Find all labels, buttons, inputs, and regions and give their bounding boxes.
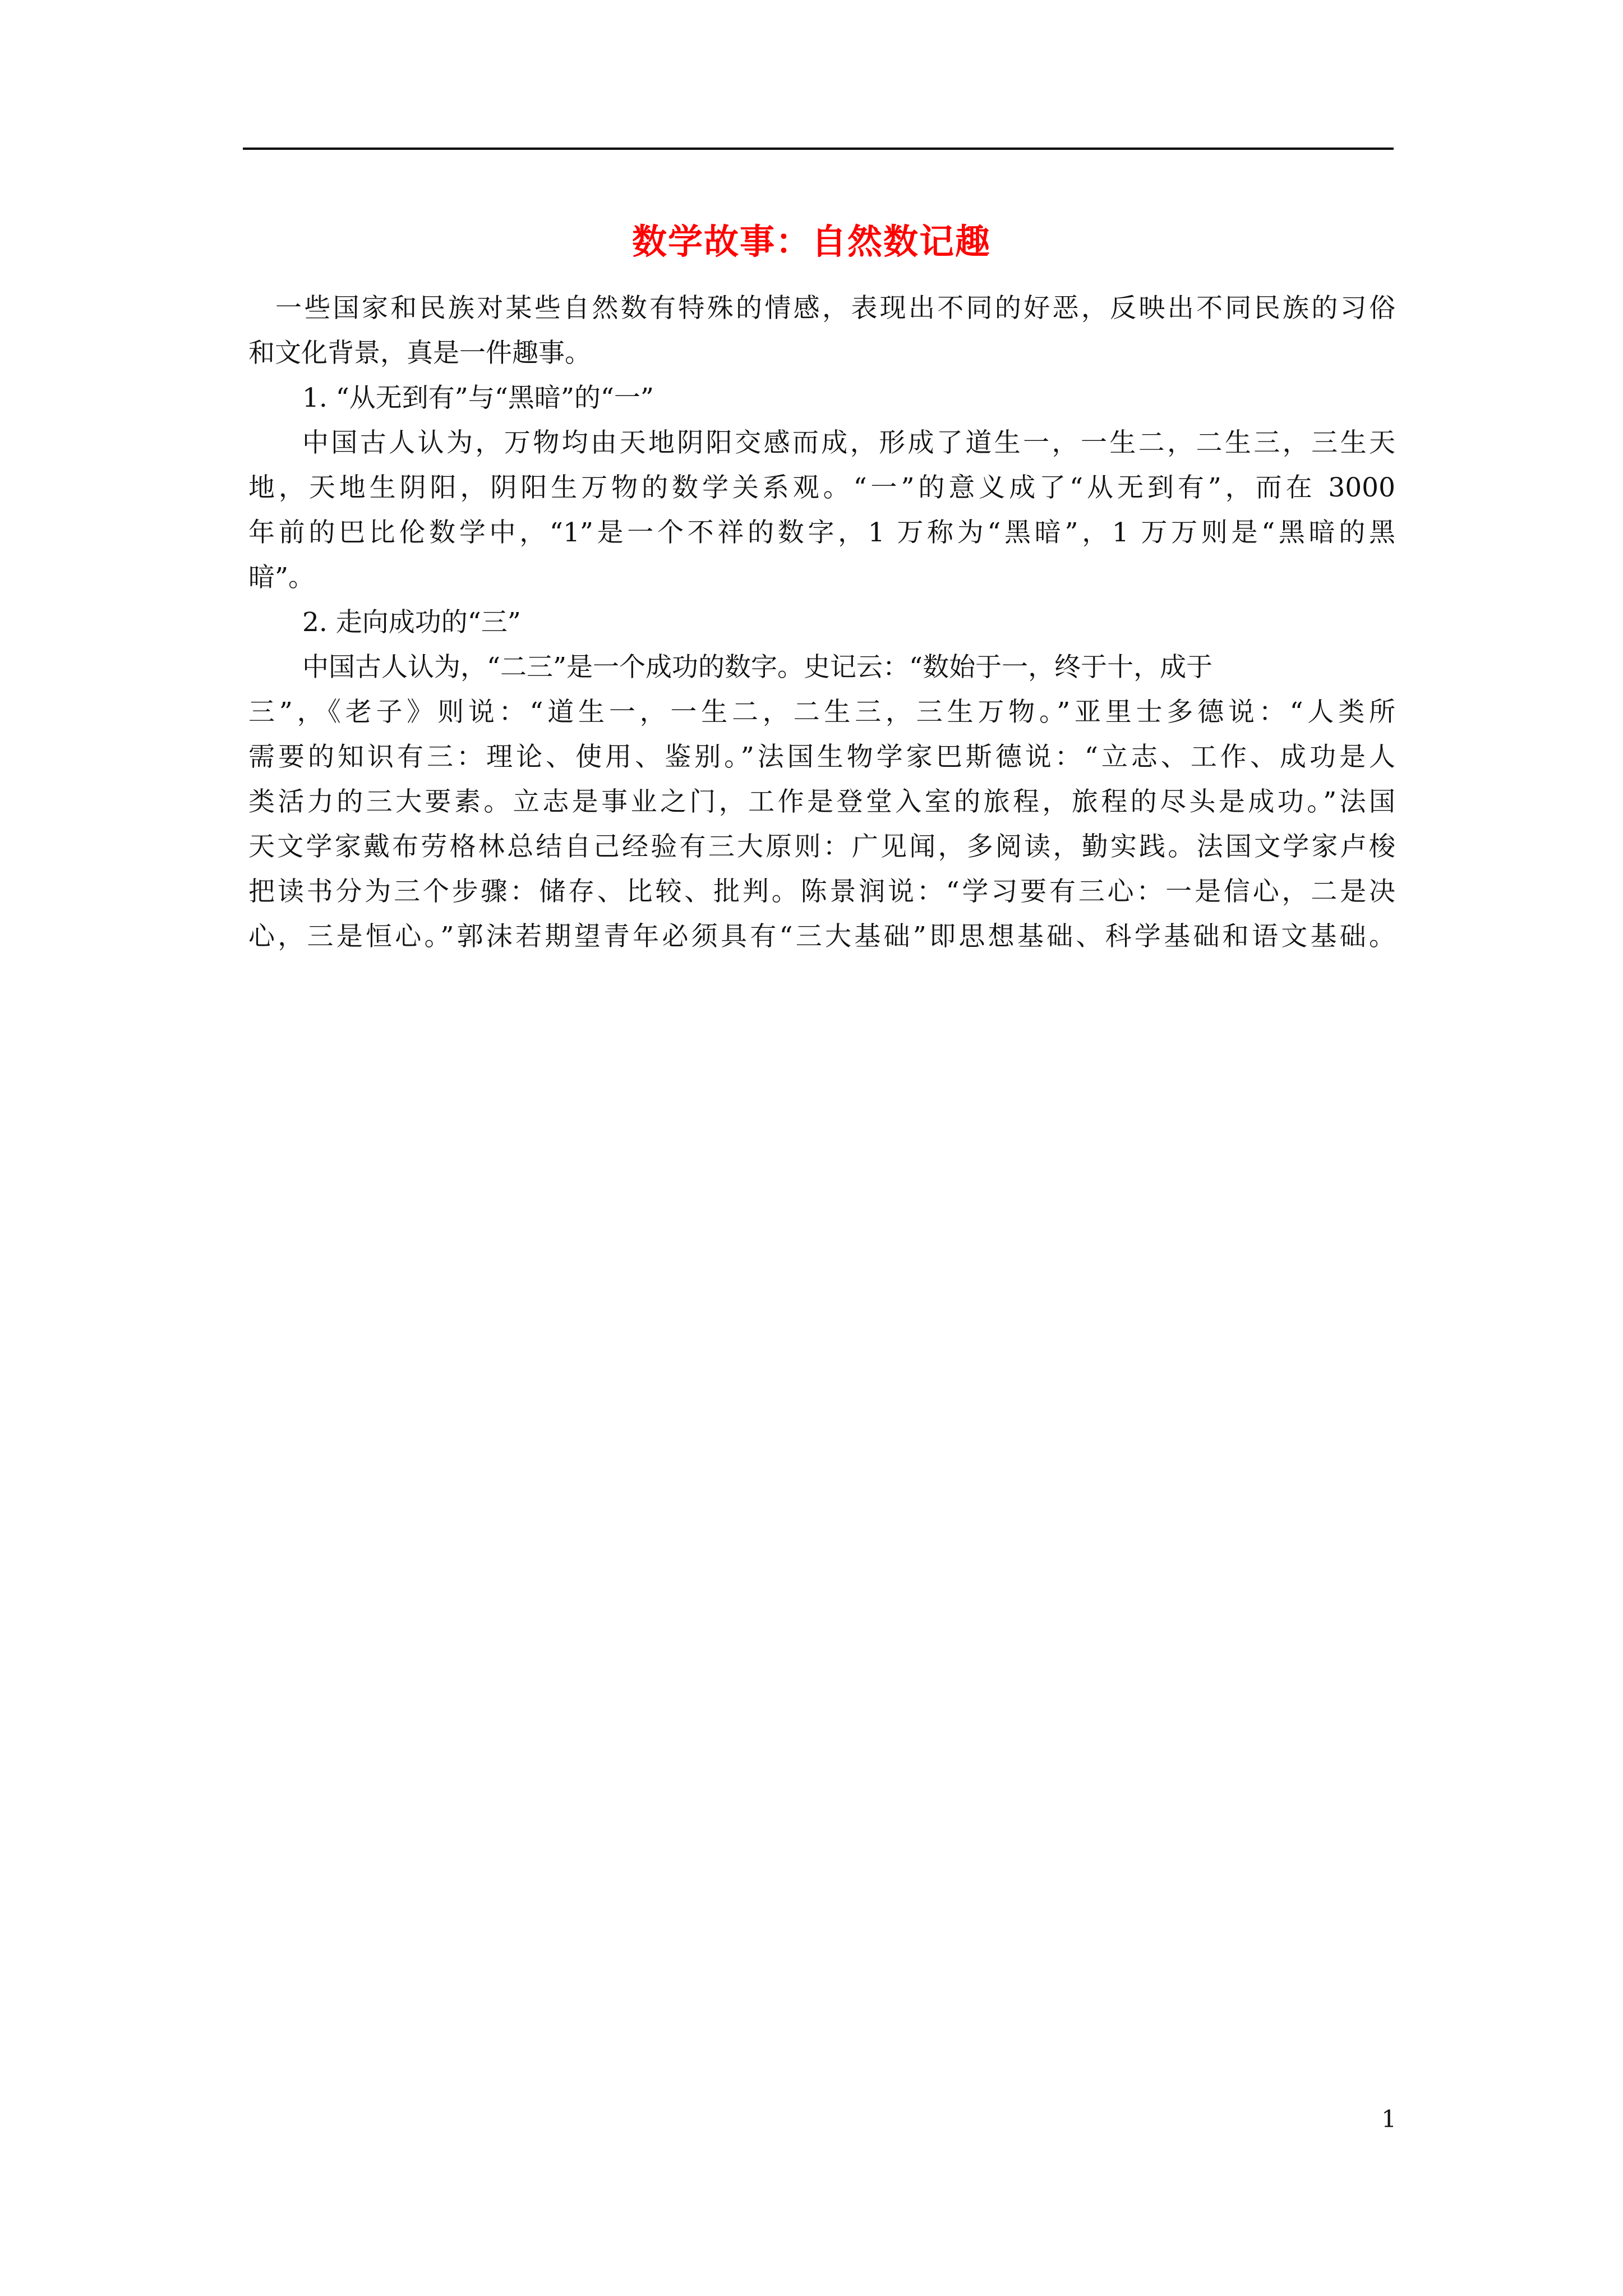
page-number: 1 (1381, 2105, 1396, 2133)
section-2-line-7: 心，三是恒心。”郭沫若期望青年必须具有“三大基础”即思想基础、科学基础和语文基础。 (248, 921, 1395, 952)
header-rule (243, 148, 1394, 150)
section-1-line-1: 中国古人认为，万物均由天地阴阳交感而成，形成了道生一，一生二，二生三，三生天 (302, 427, 1395, 458)
section-2-line-6: 把读书分为三个步骤：储存、比较、批判。陈景润说：“学习要有三心：一是信心，二是决 (248, 876, 1395, 907)
section-1-line-2: 地，天地生阴阳，阴阳生万物的数学关系观。“一”的意义成了“从无到有”，而在 3000 (248, 472, 1395, 503)
document-title: 数学故事：自然数记趣 (631, 221, 991, 262)
section-heading-1: 1. “从无到有”与“黑暗”的“一” (302, 383, 654, 413)
section-2-line-4: 类活力的三大要素。立志是事业之门，工作是登堂入室的旅程，旅程的尽头是成功。”法国 (248, 786, 1395, 817)
section-2-line-3: 需要的知识有三：理论、使用、鉴别。”法国生物学家巴斯德说：“立志、工作、成功是人 (248, 742, 1395, 772)
section-heading-2: 2. 走向成功的“三” (302, 607, 521, 638)
paragraph-intro-line-2: 和文化背景，真是一件趣事。 (248, 338, 591, 369)
section-1-line-3: 年前的巴比伦数学中，“1”是一个不祥的数字，1 万称为“黑暗”，1 万万则是“黑暗的黑 (248, 517, 1395, 548)
section-2-line-1: 中国古人认为，“二三”是一个成功的数字。史记云：“数始于一，终于十，成于 (302, 652, 1213, 683)
section-2-line-2: 三”，《老子》则说：“道生一，一生二，二生三，三生万物。”亚里士多德说：“人类所 (248, 697, 1395, 728)
document-body (248, 286, 1395, 959)
section-2-line-5: 天文学家戴布劳格林总结自己经验有三大原则：广见闻，多阅读，勤实践。法国文学家卢梭 (248, 831, 1395, 862)
paragraph-intro-line-1: 一些国家和民族对某些自然数有特殊的情感，表现出不同的好恶，反映出不同民族的习俗 (275, 293, 1395, 324)
section-1-line-4: 暗”。 (248, 562, 315, 593)
